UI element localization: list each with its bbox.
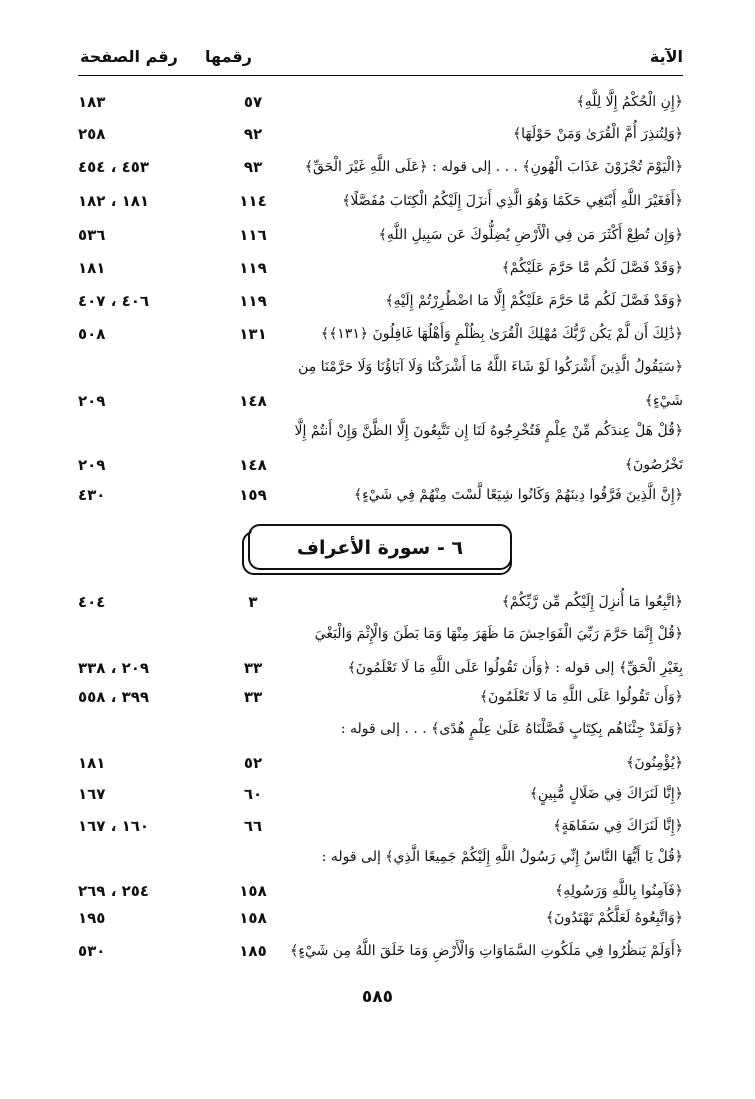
page-refs: ٤٠٦ ، ٤٠٧ [78, 292, 150, 310]
table-row [78, 585, 683, 619]
header-number: رقمها [205, 47, 252, 66]
verse-number: ٦٦ [243, 817, 263, 835]
table-row [78, 901, 683, 935]
page-refs: ٢٥٨ [78, 125, 106, 143]
verse-text: ﴿الْيَوْمَ تُجْزَوْنَ عَذَابَ الْهُونِ﴾ . . . إلى قوله : ﴿عَلَى اللَّهِ غَيْرَ الْحَقِّ﴾ [304, 159, 683, 175]
page-refs: ٢٥٤ ، ٢٦٩ [78, 882, 150, 900]
verse-number: ١٣١ [239, 325, 267, 343]
page-refs: ١٨١ [78, 754, 106, 772]
verse-number: ١١٦ [239, 226, 267, 244]
verse-number: ١١٤ [239, 192, 267, 210]
verse-text: ﴿وَقَدْ فَصَّلَ لَكُم مَّا حَرَّمَ عَلَيْكُمْ إِلَّا مَا اضْطُرِرْتُمْ إِلَيْهِ﴾ [385, 293, 683, 309]
verse-number: ١١٩ [239, 292, 267, 310]
verse-text: ﴿إِنَّ الَّذِينَ فَرَّقُوا دِينَهُمْ وَكَانُوا شِيَعًا لَّسْتَ مِنْهُمْ فِي شَيْءٍ﴾ [353, 487, 683, 503]
page-refs: ٢٠٩ [78, 392, 106, 410]
verse-number: ١١٩ [239, 259, 267, 277]
verse-text: ﴿وَإِن تُطِعْ أَكْثَرَ مَن فِي الْأَرْضِ يُضِلُّوكَ عَن سَبِيلِ اللَّهِ﴾ [378, 227, 683, 243]
verse-number: ٣٣ [243, 659, 263, 677]
verse-text: ﴿أَوَلَمْ يَنظُرُوا فِي مَلَكُوتِ السَّمَاوَاتِ وَالْأَرْضِ وَمَا خَلَقَ اللَّهُ مِن شَيْءٍ﴾ [290, 943, 683, 959]
verse-text: ﴿قُلْ يَا أَيُّهَا النَّاسُ إِنِّي رَسُولُ اللَّهِ إِلَيْكُمْ جَمِيعًا الَّذِي﴾ إلى قوله : ﴿فَآمِنُوا بِاللَّهِ وَرَسُولِهِ﴾ [321, 849, 683, 899]
table-row [78, 184, 683, 218]
verse-number: ١٥٨ [239, 909, 267, 927]
page-refs: ١٩٥ [78, 909, 106, 927]
verse-number: ١٥٩ [239, 486, 267, 504]
table-row [78, 777, 683, 811]
verse-text: ﴿وَقَدْ فَصَّلَ لَكُم مَّا حَرَّمَ عَلَيْكُمْ﴾ [501, 260, 683, 276]
verse-text: ﴿إِنِ الْحُكْمُ إِلَّا لِلَّهِ﴾ [576, 94, 683, 110]
verse-number: ١٥٨ [239, 882, 267, 900]
page-refs: ١٨١ [78, 259, 106, 277]
table-row [78, 809, 683, 843]
page-refs: ٤٥٣ ، ٤٥٤ [78, 158, 150, 176]
table-row [78, 934, 683, 968]
header-page-number: رقم الصفحة [80, 47, 178, 66]
table-row [78, 218, 683, 252]
table-row [78, 617, 683, 685]
table-row [78, 150, 683, 184]
verse-number: ١٤٨ [239, 456, 267, 474]
page-refs: ٣٩٩ ، ٥٥٨ [78, 688, 150, 706]
verse-text: ﴿إِنَّا لَنَرَاكَ فِي ضَلَالٍ مُّبِينٍ﴾ [529, 786, 683, 802]
verse-number: ١٤٨ [239, 392, 267, 410]
table-row [78, 85, 683, 119]
verse-number: ٦٠ [243, 785, 263, 803]
verse-text: ﴿ذَٰلِكَ أَن لَّمْ يَكُن رَّبُّكَ مُهْلِكَ الْقُرَىٰ بِظُلْمٍ وَأَهْلُهَا غَافِلُونَ ﴿١٣١﴾﴾ [320, 326, 683, 342]
verse-text: ﴿اتَّبِعُوا مَا أُنزِلَ إِلَيْكُم مِّن رَّبِّكُمْ﴾ [501, 594, 683, 610]
verse-text: ﴿قُلْ هَلْ عِندَكُم مِّنْ عِلْمٍ فَتُخْرِجُوهُ لَنَا إِن تَتَّبِعُونَ إِلَّا الظَّنَّ وَإِنْ أَنتُمْ إِلَّا تَخْرُصُونَ﴾ [294, 423, 683, 473]
surah-heading-box [248, 524, 512, 570]
table-row [78, 284, 683, 318]
page-refs: ٤٣٠ [78, 486, 106, 504]
page-refs: ٢٠٩ [78, 456, 106, 474]
verse-text: ﴿إِنَّا لَنَرَاكَ فِي سَفَاهَةٍ﴾ [553, 818, 683, 834]
verse-text: ﴿وَأَن تَقُولُوا عَلَى اللَّهِ مَا لَا تَعْلَمُونَ﴾ [479, 689, 683, 705]
verse-number: ١٨٥ [239, 942, 267, 960]
page-refs: ٥٣٦ [78, 226, 106, 244]
page-refs: ٤٠٤ [78, 593, 106, 611]
table-row [78, 317, 683, 351]
table-row [78, 712, 683, 780]
verse-number: ٥٢ [243, 754, 263, 772]
verse-text: ﴿وَلِتُنذِرَ أُمَّ الْقُرَىٰ وَمَنْ حَوْلَهَا﴾ [512, 126, 683, 142]
table-row [78, 478, 683, 512]
verse-number: ٥٧ [243, 93, 263, 111]
page-refs: ١٨١ ، ١٨٢ [78, 192, 150, 210]
page-refs: ٥٣٠ [78, 942, 106, 960]
verse-text: ﴿وَاتَّبِعُوهُ لَعَلَّكُمْ تَهْتَدُونَ﴾ [545, 910, 683, 926]
page-refs: ١٦٧ [78, 785, 106, 803]
header-verse: الآية [649, 47, 683, 66]
page-refs: ١٨٣ [78, 93, 106, 111]
verse-text: ﴿أَفَغَيْرَ اللَّهِ أَبْتَغِي حَكَمًا وَهُوَ الَّذِي أَنزَلَ إِلَيْكُمُ الْكِتَابَ مُفَصَّلًا﴾ [342, 193, 683, 209]
table-row [78, 350, 683, 418]
page-refs: ١٦٠ ، ١٦٧ [78, 817, 150, 835]
table-row [78, 680, 683, 714]
page-number: ٥٨٥ [361, 987, 394, 1007]
verse-number: ٩٢ [243, 125, 263, 143]
verse-text: ﴿قُلْ إِنَّمَا حَرَّمَ رَبِّيَ الْفَوَاحِشَ مَا ظَهَرَ مِنْهَا وَمَا بَطَنَ وَالْإِثْمَ وَالْبَغْيَ بِغَيْرِ الْحَقِّ﴾ إلى قوله : ﴿وَأَن تَقُولُوا عَلَى اللَّهِ مَا لَا تَعْلَمُونَ﴾ [314, 626, 683, 676]
table-row [78, 117, 683, 151]
table-row [78, 414, 683, 482]
header-divider [78, 75, 683, 76]
verse-text: ﴿سَيَقُولُ الَّذِينَ أَشْرَكُوا لَوْ شَاءَ اللَّهُ مَا أَشْرَكْنَا وَلَا آبَاؤُنَا وَلَا حَرَّمْنَا مِن شَيْءٍ﴾ [298, 359, 683, 409]
verse-number: ٩٣ [243, 158, 263, 176]
table-row [78, 840, 683, 908]
verse-number: ٣٣ [243, 688, 263, 706]
page-refs: ٥٠٨ [78, 325, 106, 343]
page-refs: ٢٠٩ ، ٣٣٨ [78, 659, 150, 677]
verse-number: ٣ [248, 593, 258, 611]
surah-heading: ٦ - سورة الأعراف [250, 526, 510, 568]
verse-text: ﴿وَلَقَدْ جِئْنَاهُم بِكِتَابٍ فَصَّلْنَاهُ عَلَىٰ عِلْمٍ هُدًى﴾ . . . إلى قوله : ﴿يُؤْمِنُونَ﴾ [340, 721, 683, 771]
table-row [78, 251, 683, 285]
